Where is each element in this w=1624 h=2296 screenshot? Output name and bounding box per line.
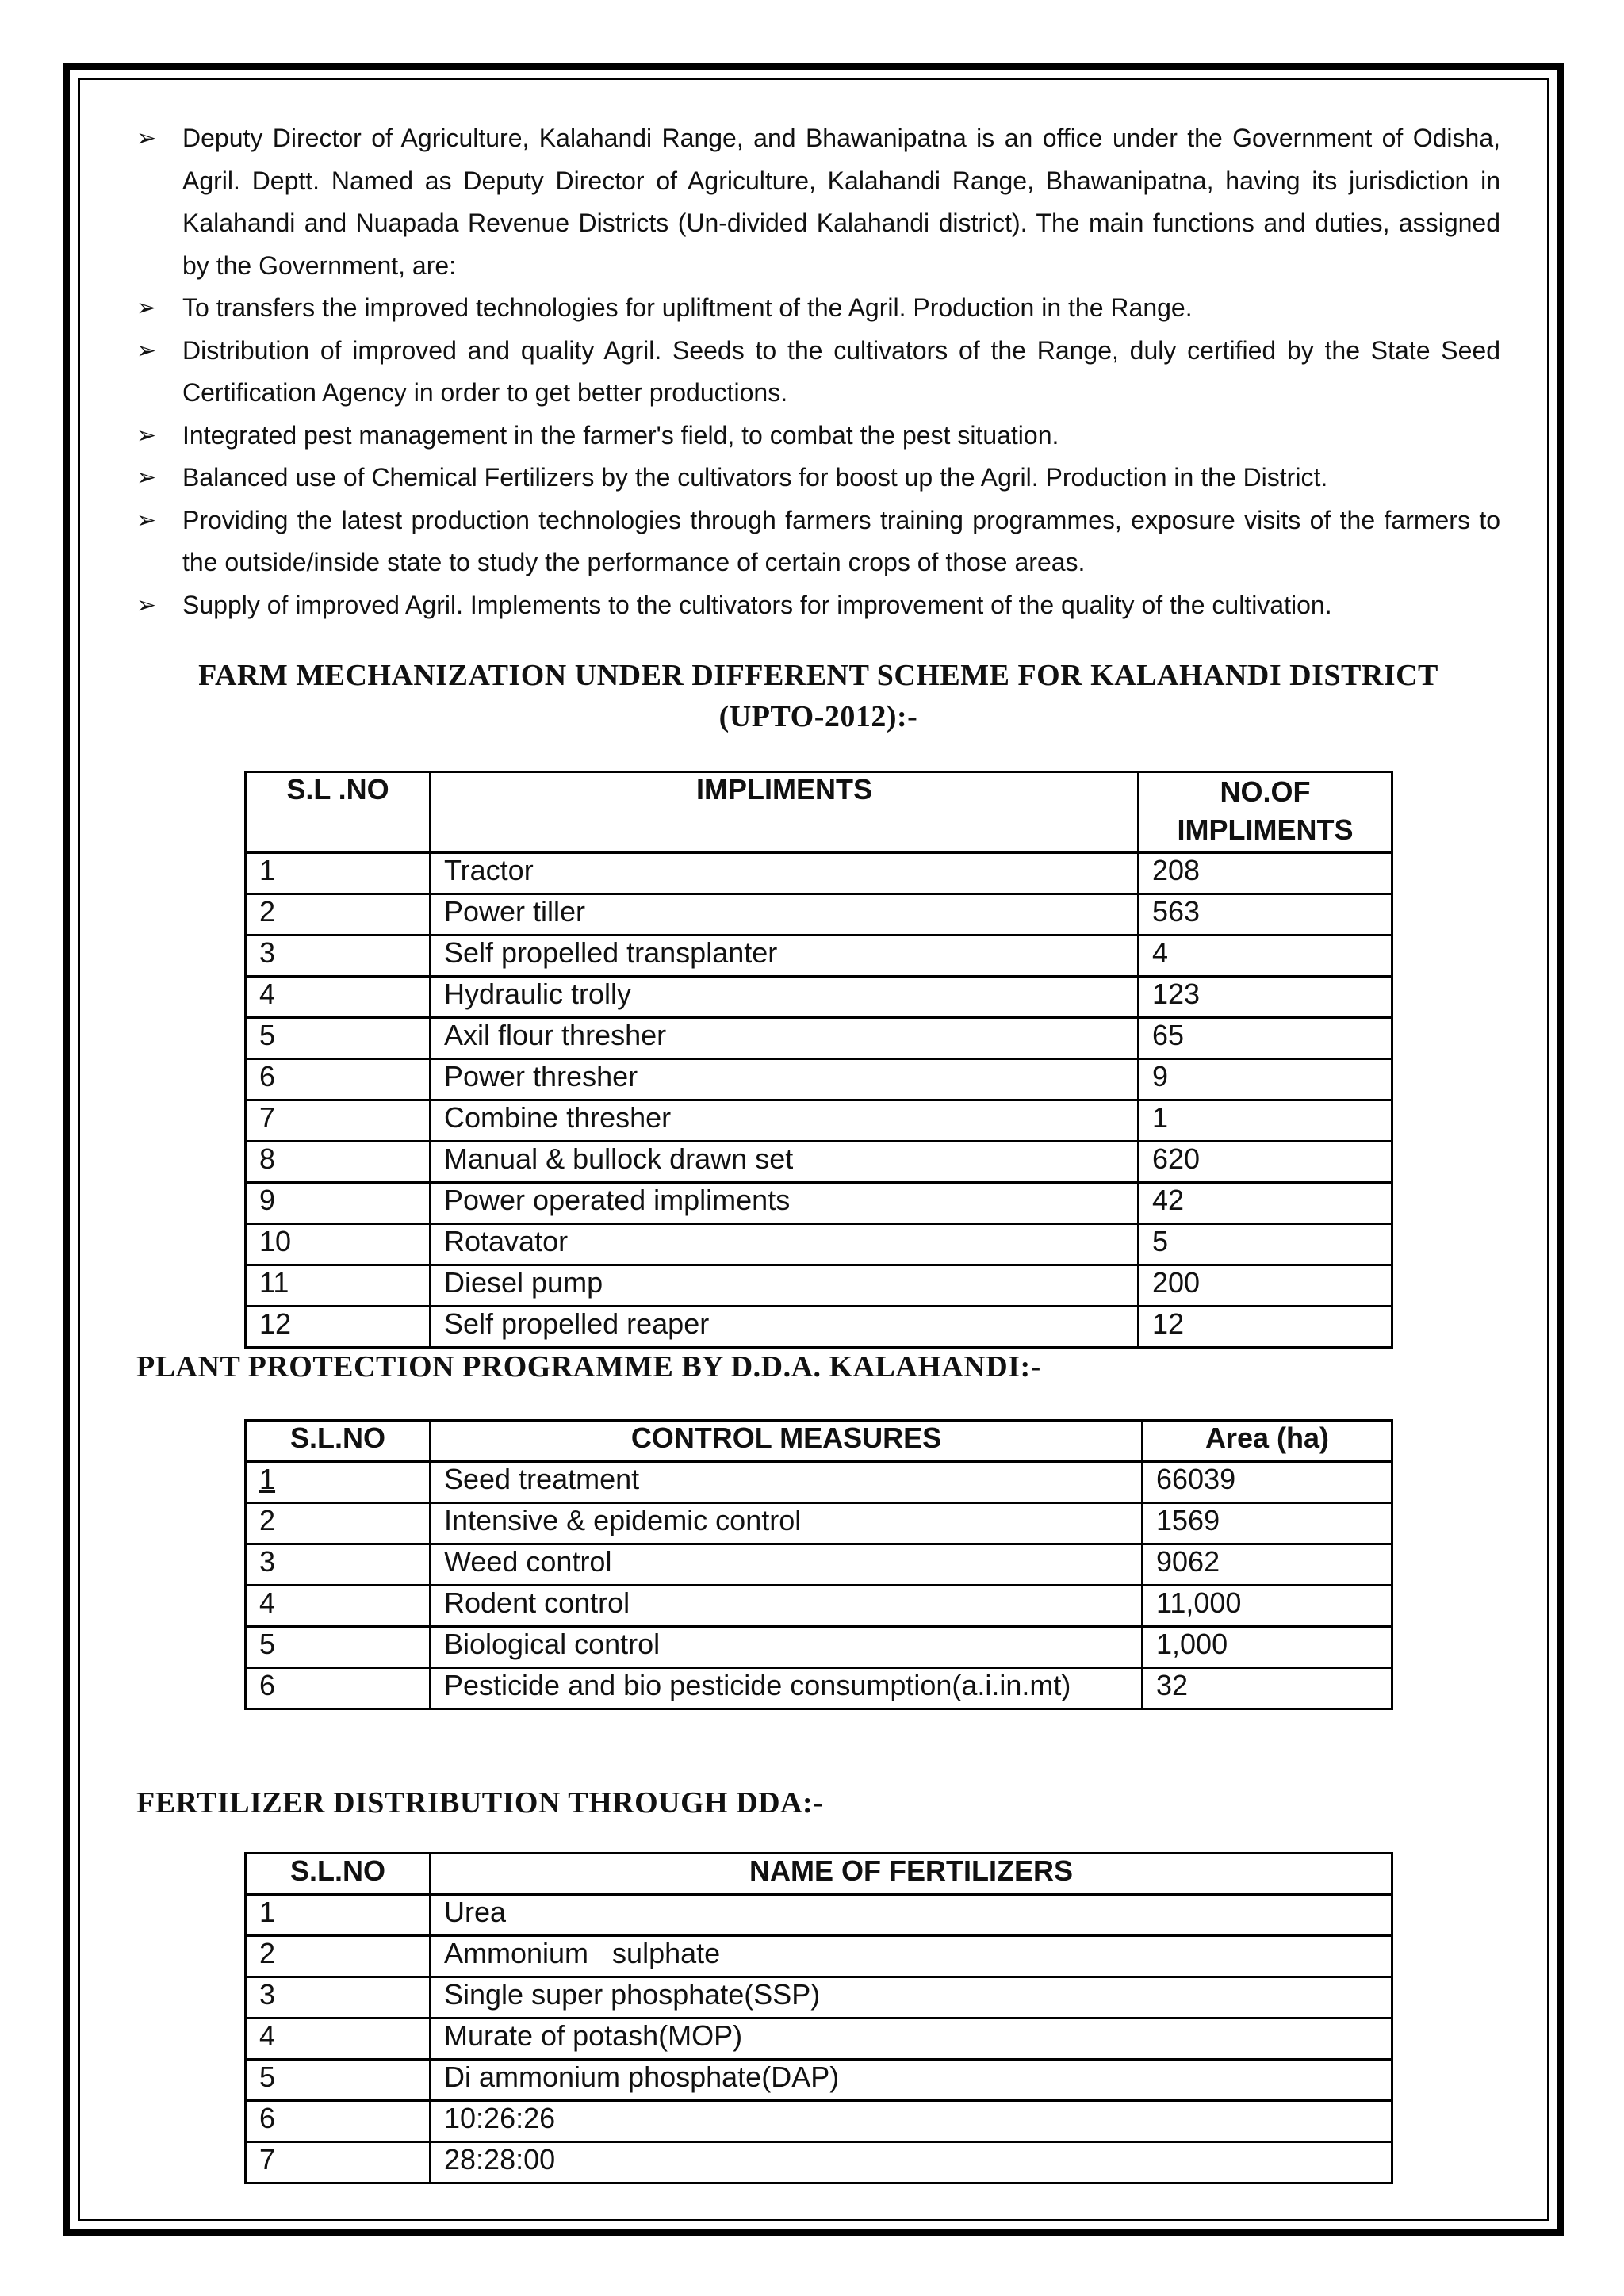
cell-implement: Self propelled transplanter xyxy=(431,936,1139,977)
cell-sl-no: 2 xyxy=(246,1503,431,1544)
cell-implement: Power tiller xyxy=(431,894,1139,936)
table-row xyxy=(246,977,1392,1018)
cell-area: 11,000 xyxy=(1143,1586,1392,1627)
header-control-measures: CONTROL MEASURES xyxy=(431,1421,1143,1462)
heading-line: (UPTO-2012):- xyxy=(718,700,918,733)
cell-count: 208 xyxy=(1139,853,1392,894)
bullet-item xyxy=(136,457,1500,499)
table-row xyxy=(246,1265,1392,1307)
table-header-row xyxy=(246,1854,1392,1895)
arrow-bullet-icon: ➢ xyxy=(136,124,157,152)
cell-fertilizer: Urea xyxy=(431,1895,1392,1936)
farm-mechanization-heading xyxy=(136,655,1500,737)
arrow-bullet-icon: ➢ xyxy=(136,336,157,365)
cell-fertilizer: Di ammonium phosphate(DAP) xyxy=(431,2060,1392,2101)
table-row xyxy=(246,936,1392,977)
cell-sl-no: 1 xyxy=(246,853,431,894)
cell-area: 1,000 xyxy=(1143,1627,1392,1668)
table-row xyxy=(246,894,1392,936)
cell-sl-no: 3 xyxy=(246,936,431,977)
header-line: IMPLIMENTS xyxy=(1177,813,1354,846)
cell-sl-no: 6 xyxy=(246,1059,431,1100)
table-header-row xyxy=(246,1421,1392,1462)
cell-implement: Power operated impliments xyxy=(431,1183,1139,1224)
table-row xyxy=(246,1142,1392,1183)
bullet-item xyxy=(136,499,1500,584)
table-row xyxy=(246,1059,1392,1100)
plant-protection-heading: PLANT PROTECTION PROGRAMME BY D.D.A. KALAHANDI:- xyxy=(136,1350,1041,1383)
header-fertilizer-name: NAME OF FERTILIZERS xyxy=(431,1854,1392,1895)
table-row xyxy=(246,2060,1392,2101)
header-area: Area (ha) xyxy=(1143,1421,1392,1462)
cell-count: 42 xyxy=(1139,1183,1392,1224)
cell-fertilizer: Murate of potash(MOP) xyxy=(431,2019,1392,2060)
arrow-bullet-icon: ➢ xyxy=(136,591,157,619)
cell-count: 5 xyxy=(1139,1224,1392,1265)
underlined-number: 1 xyxy=(259,1463,276,1495)
cell-sl-no: 9 xyxy=(246,1183,431,1224)
bullet-item xyxy=(136,584,1500,627)
cell-sl-no: 2 xyxy=(246,894,431,936)
cell-sl-no: 4 xyxy=(246,977,431,1018)
table-row xyxy=(246,2019,1392,2060)
arrow-bullet-icon: ➢ xyxy=(136,421,157,450)
cell-fertilizer: 28:28:00 xyxy=(431,2142,1392,2183)
cell-sl-no: 5 xyxy=(246,1018,431,1059)
cell-count: 200 xyxy=(1139,1265,1392,1307)
bullet-item xyxy=(136,415,1500,457)
cell-count: 65 xyxy=(1139,1018,1392,1059)
table-header-row xyxy=(246,772,1392,853)
bullet-text: Balanced use of Chemical Fertilizers by the cultivators for boost up the Agril. Production in the District. xyxy=(182,463,1328,492)
cell-implement: Power thresher xyxy=(431,1059,1139,1100)
cell-area: 66039 xyxy=(1143,1462,1392,1503)
cell-sl-no: 5 xyxy=(246,2060,431,2101)
cell-implement: Tractor xyxy=(431,853,1139,894)
bullet-text: Supply of improved Agril. Implements to the cultivators for improvement of the quality of the cultivation. xyxy=(182,590,1332,619)
cell-sl-no: 1 xyxy=(246,1895,431,1936)
cell-measure: Weed control xyxy=(431,1544,1143,1586)
cell-count: 123 xyxy=(1139,977,1392,1018)
cell-count: 620 xyxy=(1139,1142,1392,1183)
cell-implement: Axil flour thresher xyxy=(431,1018,1139,1059)
cell-measure: Pesticide and bio pesticide consumption(a.i.in.mt) xyxy=(431,1668,1143,1709)
table-row xyxy=(246,1183,1392,1224)
table-row xyxy=(246,1018,1392,1059)
heading-line: FARM MECHANIZATION UNDER DIFFERENT SCHEME FOR KALAHANDI DISTRICT xyxy=(198,659,1438,692)
intro-bullet-list xyxy=(136,117,1500,626)
bullet-text: To transfers the improved technologies for upliftment of the Agril. Production in the Range. xyxy=(182,293,1193,322)
cell-measure: Intensive & epidemic control xyxy=(431,1503,1143,1544)
cell-implement: Combine thresher xyxy=(431,1100,1139,1142)
cell-sl-no: 12 xyxy=(246,1307,431,1348)
fertilizer-heading: FERTILIZER DISTRIBUTION THROUGH DDA:- xyxy=(136,1786,824,1820)
table-row xyxy=(246,1503,1392,1544)
header-sl-no: S.L.NO xyxy=(246,1854,431,1895)
cell-implement: Hydraulic trolly xyxy=(431,977,1139,1018)
cell-implement: Rotavator xyxy=(431,1224,1139,1265)
table-row xyxy=(246,2101,1392,2142)
cell-sl-no: 6 xyxy=(246,2101,431,2142)
table-row xyxy=(246,1586,1392,1627)
cell-fertilizer: Ammonium sulphate xyxy=(431,1936,1392,1977)
table-row xyxy=(246,1936,1392,1977)
table-row xyxy=(246,1627,1392,1668)
cell-fertilizer: Single super phosphate(SSP) xyxy=(431,1977,1392,2019)
cell-sl-no: 7 xyxy=(246,1100,431,1142)
cell-count: 563 xyxy=(1139,894,1392,936)
bullet-text: Deputy Director of Agriculture, Kalahandi Range, and Bhawanipatna is an office under the Government of Odisha, Agril. Deptt. Named as Deputy Director of Agriculture, Kalahandi Range, Bhawanipatna, having its jurisdiction in Kalahandi and Nuapada Revenue Districts (Un-divided Kalahandi district). The main functions and duties, assigned by the Government, are: xyxy=(182,124,1500,280)
table-row xyxy=(246,1462,1392,1503)
bullet-text: Providing the latest production technologies through farmers training programmes, exposure visits of the farmers to the outside/inside state to study the performance of certain crops of those areas. xyxy=(182,505,1500,576)
bullet-text: Distribution of improved and quality Agril. Seeds to the cultivators of the Range, duly certified by the State Seed Certification Agency in order to get better productions. xyxy=(182,335,1500,407)
cell-area: 9062 xyxy=(1143,1544,1392,1586)
cell-area: 1569 xyxy=(1143,1503,1392,1544)
cell-sl-no: 7 xyxy=(246,2142,431,2183)
cell-count: 9 xyxy=(1139,1059,1392,1100)
bullet-text: Integrated pest management in the farmer's field, to combat the pest situation. xyxy=(182,420,1059,450)
arrow-bullet-icon: ➢ xyxy=(136,464,157,492)
table-row xyxy=(246,2142,1392,2183)
cell-fertilizer: 10:26:26 xyxy=(431,2101,1392,2142)
header-sl-no: S.L .NO xyxy=(246,772,431,853)
fertilizer-table xyxy=(244,1852,1393,2184)
table-row xyxy=(246,1544,1392,1586)
plant-protection-table xyxy=(244,1419,1393,1710)
cell-sl-no: 6 xyxy=(246,1668,431,1709)
header-line: NO.OF xyxy=(1220,775,1311,808)
cell-implement: Self propelled reaper xyxy=(431,1307,1139,1348)
table-row xyxy=(246,853,1392,894)
cell-sl-no: 10 xyxy=(246,1224,431,1265)
cell-implement: Diesel pump xyxy=(431,1265,1139,1307)
cell-area: 32 xyxy=(1143,1668,1392,1709)
table-row xyxy=(246,1668,1392,1709)
header-sl-no: S.L.NO xyxy=(246,1421,431,1462)
header-no-of-impliments xyxy=(1139,772,1392,853)
cell-sl-no: 4 xyxy=(246,1586,431,1627)
arrow-bullet-icon: ➢ xyxy=(136,506,157,534)
cell-measure: Biological control xyxy=(431,1627,1143,1668)
table-row xyxy=(246,1224,1392,1265)
cell-sl-no xyxy=(246,1462,431,1503)
bullet-item xyxy=(136,117,1500,287)
cell-sl-no: 2 xyxy=(246,1936,431,1977)
farm-mechanization-table xyxy=(244,771,1393,1349)
cell-implement: Manual & bullock drawn set xyxy=(431,1142,1139,1183)
table-row xyxy=(246,1977,1392,2019)
cell-count: 1 xyxy=(1139,1100,1392,1142)
bullet-item xyxy=(136,330,1500,415)
table-row xyxy=(246,1895,1392,1936)
cell-sl-no: 4 xyxy=(246,2019,431,2060)
cell-measure: Rodent control xyxy=(431,1586,1143,1627)
cell-sl-no: 8 xyxy=(246,1142,431,1183)
arrow-bullet-icon: ➢ xyxy=(136,294,157,322)
cell-sl-no: 3 xyxy=(246,1544,431,1586)
table-row xyxy=(246,1307,1392,1348)
cell-sl-no: 11 xyxy=(246,1265,431,1307)
cell-count: 12 xyxy=(1139,1307,1392,1348)
table-row xyxy=(246,1100,1392,1142)
cell-count: 4 xyxy=(1139,936,1392,977)
cell-sl-no: 5 xyxy=(246,1627,431,1668)
header-impliments: IMPLIMENTS xyxy=(431,772,1139,853)
cell-measure: Seed treatment xyxy=(431,1462,1143,1503)
cell-sl-no: 3 xyxy=(246,1977,431,2019)
bullet-item xyxy=(136,287,1500,330)
